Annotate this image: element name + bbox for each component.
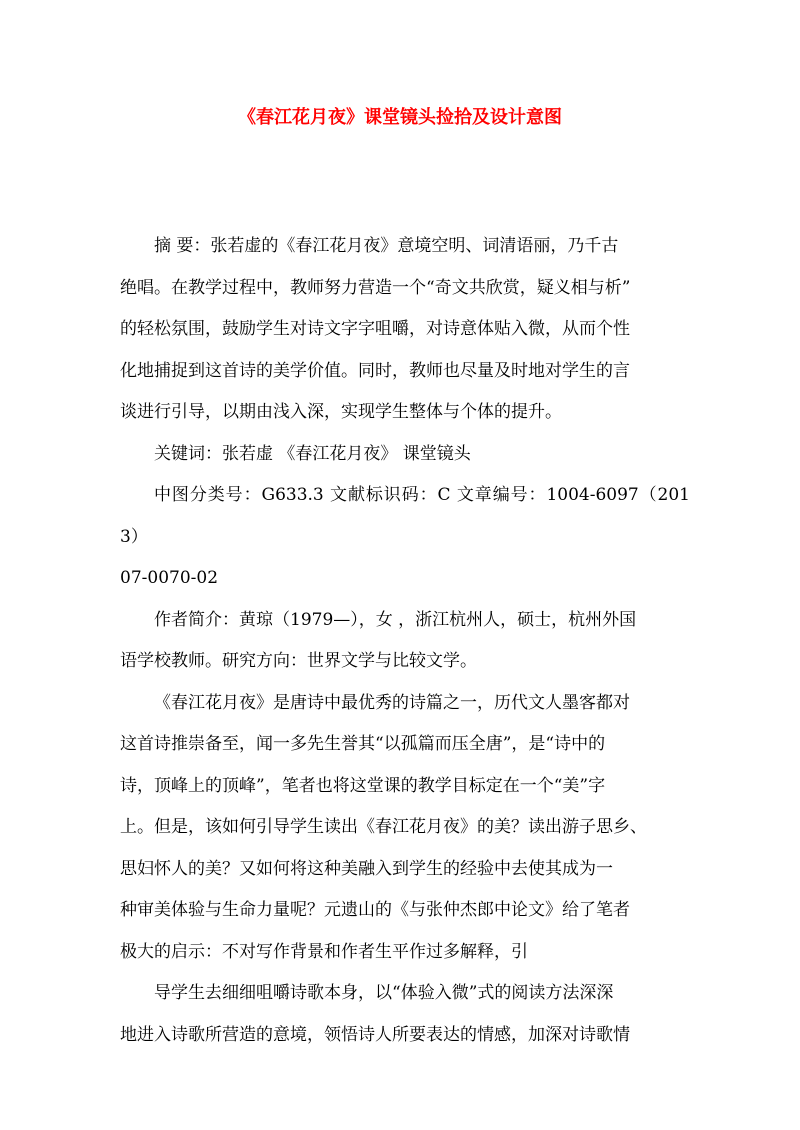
body-line: 上。但是，该如何引导学生读出《春江花月夜》的美？读出游子思乡、 — [120, 817, 647, 837]
document-body — [120, 226, 690, 1056]
abstract-line: 化地捕捉到这首诗的美学价值。同时，教师也尽量及时地对学生的言 — [120, 360, 630, 381]
body-line: 这首诗推崇备至，闻一多先生誉其“以孤篇而压全唐”，是“诗中的 — [120, 734, 606, 754]
body-paragraph-2 — [120, 973, 690, 1056]
body-line: 诗，顶峰上的顶峰”，笔者也将这堂课的教学目标定在一个“美”字 — [120, 775, 606, 796]
keywords-paragraph — [120, 434, 690, 476]
body-line: 地进入诗歌所营造的意境，领悟诗人所要表达的情感，加深对诗歌情 — [120, 1024, 630, 1045]
abstract-line: 绝唱。在教学过程中，教师努力营造一个“奇文共欣赏，疑义相与析” — [120, 277, 631, 298]
author-line: 语学校教师。研究方向：世界文学与比较文学。 — [120, 651, 477, 671]
classification-paragraph — [120, 475, 690, 600]
abstract-line: 的轻松氛围，鼓励学生对诗文字字咀嚼，对诗意体贴入微，从而个性 — [120, 319, 630, 339]
body-line: 种审美体验与生命力量呢？元遗山的《与张仲杰郎中论文》给了笔者 — [120, 900, 630, 920]
document-title: 《春江花月夜》课堂镜头捡拾及设计意图 — [238, 107, 562, 128]
body-line: 思妇怀人的美？又如何将这种美融入到学生的经验中去使其成为一 — [120, 858, 613, 879]
body-line: 《春江花月夜》是唐诗中最优秀的诗篇之一，历代文人墨客都对 — [154, 692, 630, 713]
author-line: 作者简介：黄琼（1979—），女 ，浙江杭州人，硕士，杭州外国 — [154, 609, 637, 630]
abstract-line: 摘 要：张若虚的《春江花月夜》意境空明、词清语丽，乃千古 — [154, 236, 619, 256]
author-paragraph — [120, 600, 690, 683]
classification-line: 07-0070-02 — [120, 568, 219, 588]
body-line: 极大的启示：不对写作背景和作者生平作过多解释，引 — [120, 941, 528, 962]
abstract-line: 谈进行引导，以期由浅入深，实现学生整体与个体的提升。 — [120, 402, 562, 422]
body-paragraph-1 — [120, 683, 690, 974]
keywords-line: 关键词：张若虚 《春江花月夜》 课堂镜头 — [154, 443, 471, 464]
classification-line: 中图分类号：G633.3 文献标识码：C 文章编号：1004-6097（2013） — [120, 485, 690, 547]
abstract-paragraph — [120, 226, 690, 434]
body-line: 导学生去细细咀嚼诗歌本身，以“体验入微”式的阅读方法深深 — [154, 983, 614, 1003]
